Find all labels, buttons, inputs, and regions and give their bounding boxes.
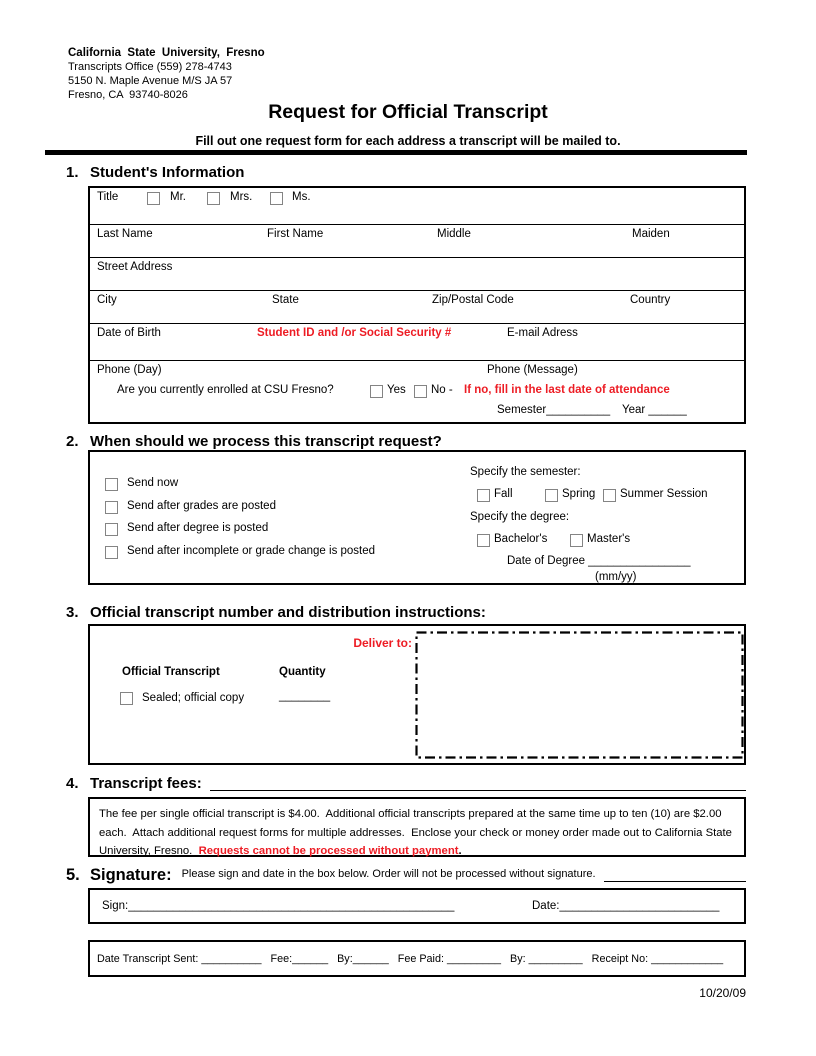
title-mrs-label: Mrs. — [230, 191, 253, 203]
phone-enrollment-row[interactable] — [90, 360, 744, 422]
fees-box — [88, 797, 746, 857]
fee-text: The fee per single official transcript is $4.00. Additional official transcripts prepared at the same time up to ten (10) are $2.00 each. Attach additional request forms for multiple addresses. Enclose your check or money order made out to California State University, Fresno. — [99, 808, 736, 857]
fee-warning: Requests cannot be processed without payment — [198, 845, 459, 857]
date-transcript-sent-field[interactable]: Date Transcript Sent: __________ — [97, 952, 262, 965]
state-label: State — [272, 294, 299, 306]
street-address-label: Street Address — [97, 261, 173, 273]
revision-date: 10/20/09 — [699, 986, 746, 1000]
send-after-grades-checkbox[interactable] — [105, 501, 118, 514]
send-now-checkbox[interactable] — [105, 478, 118, 491]
office-phone: Transcripts Office (559) 278-4743 — [68, 61, 232, 73]
section5-heading-rule — [604, 881, 746, 882]
fall-checkbox[interactable] — [477, 489, 490, 502]
spring-checkbox[interactable] — [545, 489, 558, 502]
university-name: California State University, Fresno — [68, 47, 265, 59]
section4-heading-rule — [210, 790, 746, 791]
signature-box — [88, 888, 746, 924]
page-subtitle: Fill out one request form for each address a transcript will be mailed to. — [195, 134, 621, 148]
sign-line[interactable]: Sign:___________________________________________________ — [102, 900, 455, 912]
receipt-no-field[interactable]: Receipt No: ____________ — [591, 952, 724, 965]
date-format-hint: (mm/yy) — [595, 571, 637, 583]
enrolled-no-checkbox[interactable] — [414, 385, 427, 398]
last-attendance-note: If no, fill in the last date of attendance — [464, 384, 670, 396]
official-transcript-column-label: Official Transcript — [122, 666, 220, 678]
last-name-label: Last Name — [97, 228, 153, 240]
email-label: E-mail Adress — [507, 327, 578, 339]
section2-heading — [66, 433, 746, 451]
processing-options-box — [88, 450, 746, 585]
deliver-to-label: Deliver to: — [353, 636, 412, 650]
university-address-block — [68, 46, 265, 102]
section1-heading — [66, 164, 746, 182]
section1-number: 1. — [66, 164, 79, 181]
name-fields-row[interactable] — [90, 224, 744, 257]
degree-prompt: Specify the degree: — [470, 511, 570, 523]
spring-label: Spring — [562, 488, 596, 500]
enrolled-question: Are you currently enrolled at CSU Fresno? — [117, 384, 334, 396]
section1-heading-text: Student's Information — [90, 164, 245, 181]
title-row — [90, 188, 744, 224]
send-after-degree-label: Send after degree is posted — [127, 522, 269, 534]
date-of-degree-blank[interactable]: Date of Degree ________________ — [507, 555, 691, 567]
section2-heading-text: When should we process this transcript request? — [90, 433, 442, 450]
title-ms-checkbox[interactable] — [270, 192, 283, 205]
middle-name-label: Middle — [437, 228, 471, 240]
enrolled-no-label: No - — [431, 384, 453, 396]
send-after-grades-label: Send after grades are posted — [127, 500, 276, 512]
sealed-official-copy-checkbox[interactable] — [120, 692, 133, 705]
section3-heading — [66, 604, 746, 622]
office-use-line — [90, 942, 744, 975]
fee-field[interactable]: Fee:______ — [270, 952, 329, 965]
signature-note: Please sign and date in the box below. Order will not be processed without signature. — [181, 868, 596, 880]
page-title: Request for Official Transcript — [268, 101, 548, 123]
section5-heading-text: Signature: — [90, 866, 172, 884]
quantity-blank[interactable]: ________ — [279, 690, 331, 702]
street-address: 5150 N. Maple Avenue M/S JA 57 — [68, 75, 233, 87]
city-state-zip-row[interactable] — [90, 290, 744, 323]
title-mr-label: Mr. — [170, 191, 186, 203]
title-mrs-checkbox[interactable] — [207, 192, 220, 205]
year-blank[interactable]: Year ______ — [622, 404, 687, 416]
semester-blank[interactable]: Semester__________ — [497, 404, 611, 416]
sealed-official-copy-label: Sealed; official copy — [142, 692, 245, 704]
section3-heading-text: Official transcript number and distribution instructions: — [90, 604, 486, 621]
country-label: Country — [630, 294, 671, 306]
fee-paid-by-field[interactable]: By: _________ — [510, 952, 583, 965]
semester-prompt: Specify the semester: — [470, 466, 581, 478]
zip-label: Zip/Postal Code — [432, 294, 514, 306]
section2-number: 2. — [66, 433, 79, 450]
bachelors-checkbox[interactable] — [477, 534, 490, 547]
date-of-birth-label: Date of Birth — [97, 327, 161, 339]
summer-session-label: Summer Session — [620, 488, 708, 500]
title-label: Title — [97, 191, 119, 203]
by-field[interactable]: By:______ — [337, 952, 389, 965]
enrolled-yes-label: Yes — [387, 384, 406, 396]
maiden-name-label: Maiden — [632, 228, 670, 240]
dob-id-email-row[interactable] — [90, 323, 744, 360]
section3-number: 3. — [66, 604, 79, 621]
masters-label: Master's — [587, 533, 631, 545]
summer-session-checkbox[interactable] — [603, 489, 616, 502]
date-line[interactable]: Date:_________________________ — [532, 900, 720, 912]
student-info-box — [88, 186, 746, 424]
fee-paid-field[interactable]: Fee Paid: _________ — [397, 952, 502, 965]
send-after-incomplete-label: Send after incomplete or grade change is posted — [127, 545, 376, 557]
first-name-label: First Name — [267, 228, 324, 240]
section4-heading — [66, 775, 746, 793]
section4-heading-text: Transcript fees: — [90, 775, 202, 792]
title-mr-checkbox[interactable] — [147, 192, 160, 205]
fee-warning-period: . — [458, 845, 462, 857]
section4-number: 4. — [66, 775, 79, 792]
header-divider — [45, 150, 747, 155]
section5-number: 5. — [66, 866, 80, 884]
office-use-box — [88, 940, 746, 977]
title-ms-label: Ms. — [292, 191, 311, 203]
enrolled-yes-checkbox[interactable] — [370, 385, 383, 398]
fall-label: Fall — [494, 488, 513, 500]
send-now-label: Send now — [127, 477, 179, 489]
deliver-to-address-box[interactable] — [415, 631, 744, 759]
quantity-column-label: Quantity — [279, 666, 326, 678]
phone-message-label: Phone (Message) — [487, 364, 578, 376]
section5-heading — [66, 865, 746, 884]
student-id-ssn-label: Student ID and /or Social Security # — [257, 327, 452, 339]
phone-day-label: Phone (Day) — [97, 364, 162, 376]
street-address-row[interactable] — [90, 257, 744, 290]
send-after-degree-checkbox[interactable] — [105, 523, 118, 536]
city-state-zip: Fresno, CA 93740-8026 — [68, 89, 188, 101]
city-label: City — [97, 294, 117, 306]
distribution-box — [88, 624, 746, 765]
masters-checkbox[interactable] — [570, 534, 583, 547]
bachelors-label: Bachelor's — [494, 533, 548, 545]
send-after-incomplete-checkbox[interactable] — [105, 546, 118, 559]
